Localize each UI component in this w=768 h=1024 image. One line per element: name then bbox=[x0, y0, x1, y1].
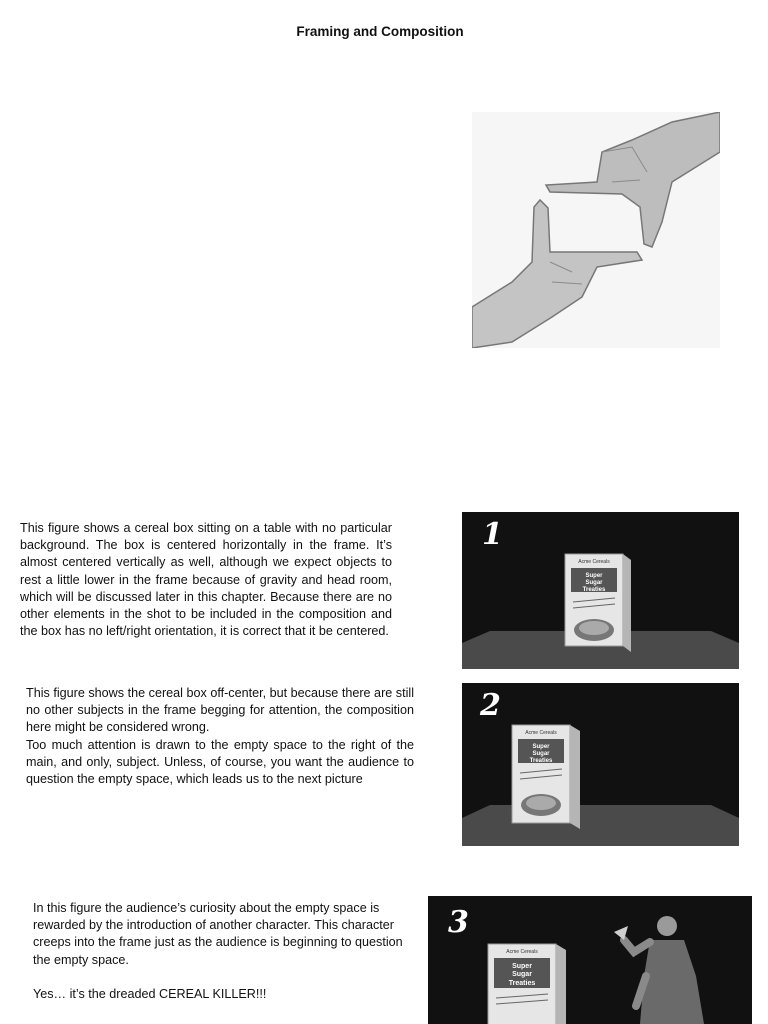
box-line2: Sugar bbox=[585, 580, 603, 586]
box-line1: Super bbox=[512, 963, 532, 970]
table-surface bbox=[462, 805, 739, 846]
figure-3-number: 3 bbox=[448, 905, 469, 940]
box-brand: Acme Cereals bbox=[578, 559, 610, 565]
box-line2: Sugar bbox=[532, 751, 550, 757]
figure-2-number: 2 bbox=[480, 688, 501, 723]
page-title: Framing and Composition bbox=[296, 24, 464, 39]
figure-2-text-a: This figure shows the cereal box off-center, but because there are still no other subjects in the frame begging for attention, the composition here might be considered wrong. bbox=[26, 686, 414, 735]
figure-1-text: This figure shows a cereal box sitting on a table with no particular background. The box is centered horizontally in the frame. It’s almost centered vertically as well, although we expect objects to rest a little lower in the frame because of gravity and head room, which will be discussed later in this chapter. Because there are no other elements in the shot to be included in the composition and the box has no left/right orientation, it is correct that it be centered. bbox=[20, 521, 392, 639]
figure-1-panel bbox=[462, 512, 739, 669]
figure-2-text-b: Too much attention is drawn to the empty space to the right of the main, and only, subject. Unless, of course, you want the audience to question the empty space, which leads us to the next picture bbox=[26, 737, 414, 787]
figure-2-panel bbox=[462, 683, 739, 846]
figure-3-description bbox=[33, 900, 405, 1003]
cereal-box bbox=[488, 944, 566, 1024]
box-brand: Acme Cereals bbox=[525, 730, 557, 736]
box-line2: Sugar bbox=[512, 971, 532, 978]
framing-hands-image bbox=[472, 112, 720, 348]
cereal-box bbox=[565, 554, 631, 652]
box-brand: Acme Cereals bbox=[506, 949, 538, 955]
box-line1: Super bbox=[585, 573, 603, 579]
figure-3-text-a: In this figure the audience’s curiosity about the empty space is rewarded by the introduction of another character. This character creeps into the frame just as the audience is beginning to question the empty space. bbox=[33, 901, 403, 967]
box-line3: Treaties bbox=[529, 758, 553, 764]
cereal-box bbox=[512, 725, 580, 829]
figure-3-panel bbox=[428, 896, 752, 1024]
figure-1-number: 1 bbox=[482, 517, 503, 552]
box-line1: Super bbox=[532, 744, 550, 750]
cereal-killer-figure bbox=[614, 916, 704, 1024]
figure-3-text-b: Yes… it’s the dreaded CEREAL KILLER!!! bbox=[33, 986, 267, 1001]
box-line3: Treaties bbox=[508, 980, 536, 987]
box-line3: Treaties bbox=[582, 587, 606, 593]
figure-2-description bbox=[26, 685, 414, 788]
figure-1-description bbox=[20, 520, 392, 640]
